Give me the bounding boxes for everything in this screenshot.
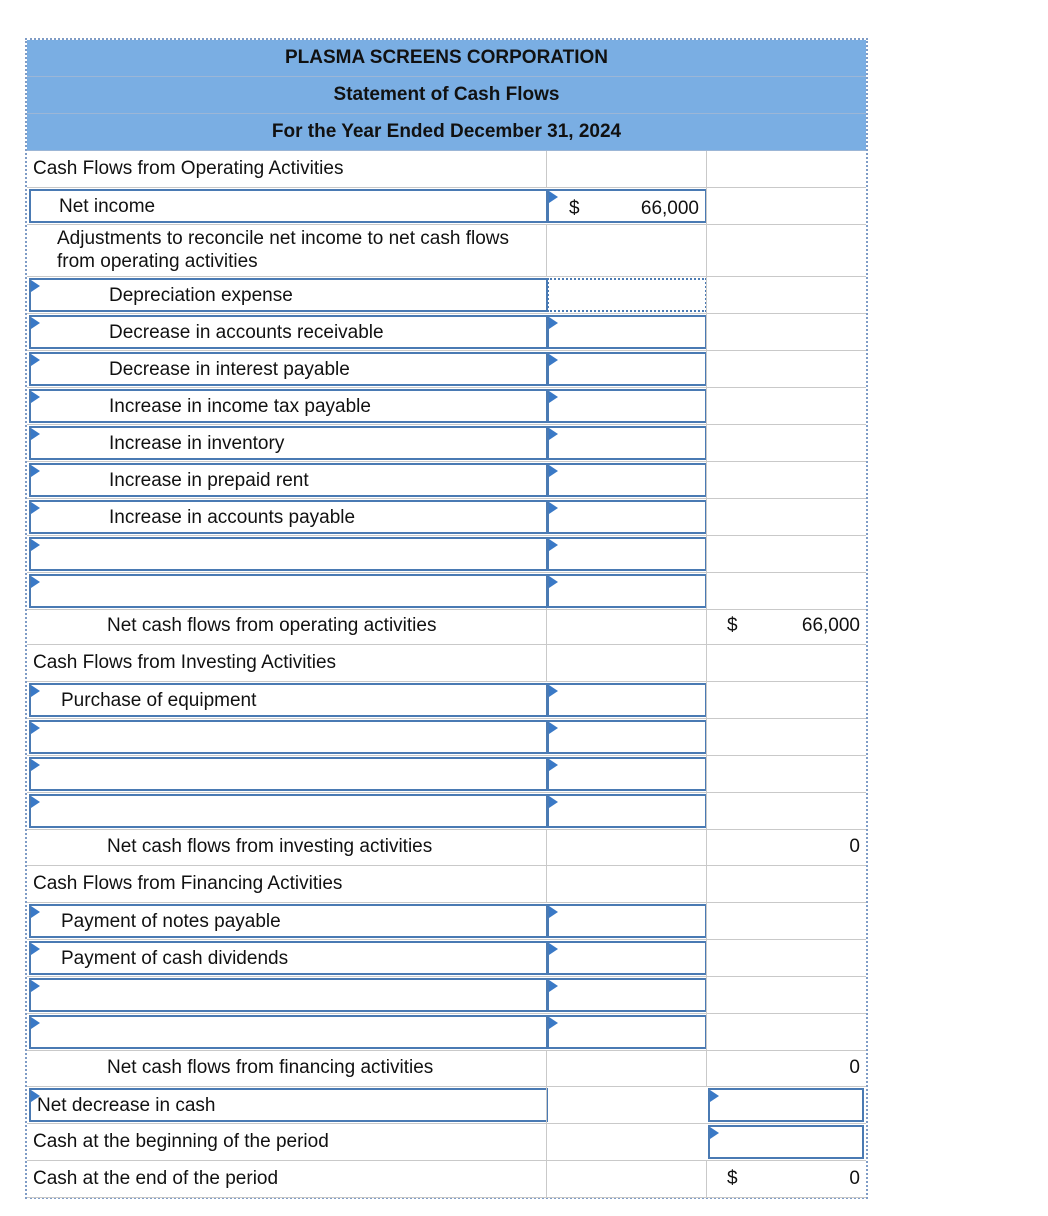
empty-cell [706, 940, 866, 976]
line-item-amount-input[interactable] [547, 757, 707, 791]
beginning-cash-row [27, 1124, 866, 1161]
section-row [27, 151, 866, 188]
line-item-account-select[interactable] [29, 463, 548, 497]
line-item-account-select[interactable] [29, 794, 548, 828]
line-item-row [27, 903, 866, 940]
period-title: For the Year Ended December 31, 2024 [27, 114, 866, 151]
line-item-row [27, 793, 866, 830]
line-item-amount-input[interactable] [547, 500, 707, 534]
net-investing-amount [706, 829, 866, 865]
investing-title: Cash Flows from Investing Activities [33, 652, 337, 673]
empty-cell [706, 866, 866, 902]
line-item-row [27, 573, 866, 610]
dropdown-marker-icon [549, 1017, 558, 1029]
line-item-account-select[interactable] [29, 315, 548, 349]
line-item-account-select[interactable] [29, 352, 548, 386]
line-item-account-select[interactable] [29, 389, 548, 423]
dropdown-marker-icon [549, 539, 558, 551]
currency-symbol: $ [727, 1168, 738, 1189]
line-item-account-select[interactable] [29, 720, 548, 754]
empty-cell [546, 829, 706, 865]
line-item-row [27, 351, 866, 388]
empty-cell [706, 388, 866, 424]
dropdown-marker-icon [710, 1127, 719, 1139]
dropdown-marker-icon [31, 685, 40, 697]
line-item-row [27, 536, 866, 573]
empty-cell [706, 277, 866, 313]
dropdown-marker-icon [549, 685, 558, 697]
currency-symbol: $ [727, 615, 738, 636]
line-item-amount-input[interactable] [547, 463, 707, 497]
line-item-amount-input[interactable] [547, 537, 707, 571]
dropdown-marker-icon [31, 576, 40, 588]
empty-cell [546, 225, 706, 276]
empty-cell [546, 1161, 706, 1197]
net-operating-row [27, 608, 866, 645]
empty-cell [706, 719, 866, 755]
line-item-amount-input[interactable] [547, 352, 707, 386]
net-change-amount-input[interactable] [708, 1088, 864, 1122]
dropdown-marker-icon [549, 428, 558, 440]
net-operating-amount [706, 608, 866, 644]
net-change-label[interactable]: Net decrease in cash [29, 1088, 548, 1122]
empty-cell [706, 188, 866, 224]
empty-cell [546, 1087, 706, 1123]
dropdown-marker-icon [31, 428, 40, 440]
empty-cell [546, 608, 706, 644]
line-item-account-select[interactable] [29, 278, 548, 312]
amount-value: 0 [849, 836, 860, 857]
dropdown-marker-icon [31, 317, 40, 329]
line-item-row [27, 940, 866, 977]
line-item-label: Depreciation expense [109, 285, 293, 306]
dropdown-marker-icon [549, 502, 558, 514]
line-item-label: Increase in accounts payable [109, 507, 356, 528]
empty-cell [706, 977, 866, 1013]
net-income-label: Net income [29, 189, 548, 223]
line-item-row [27, 682, 866, 719]
line-item-label: Payment of cash dividends [61, 948, 289, 969]
line-item-label: Payment of notes payable [61, 911, 281, 932]
line-item-label: Increase in inventory [109, 433, 285, 454]
line-item-row [27, 499, 866, 536]
ending-cash-label: Cash at the end of the period [33, 1168, 279, 1189]
empty-cell [706, 1014, 866, 1050]
net-financing-amount [706, 1050, 866, 1086]
empty-cell [706, 756, 866, 792]
amount-value: 0 [849, 1057, 860, 1078]
dropdown-marker-icon [31, 465, 40, 477]
line-item-account-select[interactable] [29, 537, 548, 571]
adjustments-label: Adjustments to reconcile net income to net cash flows from operating activities [57, 228, 510, 272]
dropdown-marker-icon [549, 943, 558, 955]
dropdown-marker-icon [549, 465, 558, 477]
amount-value: 66,000 [640, 198, 699, 219]
line-item-amount-input[interactable] [547, 278, 707, 312]
line-item-amount-input[interactable] [547, 720, 707, 754]
line-item-amount-input[interactable] [547, 1015, 707, 1049]
net-operating-label: Net cash flows from operating activities [107, 615, 437, 636]
empty-cell [706, 573, 866, 609]
line-item-row [27, 425, 866, 462]
empty-cell [546, 1124, 706, 1160]
amount-value: 66,000 [801, 615, 860, 636]
statement-title: Statement of Cash Flows [27, 77, 866, 114]
empty-cell [706, 151, 866, 187]
empty-cell [706, 499, 866, 535]
line-item-label: Decrease in interest payable [109, 359, 350, 380]
section-row [27, 866, 866, 903]
dropdown-marker-icon [549, 354, 558, 366]
dropdown-marker-icon [31, 759, 40, 771]
line-item-account-select[interactable] [29, 978, 548, 1012]
net-income-amount[interactable] [547, 189, 707, 223]
line-item-amount-input[interactable] [547, 426, 707, 460]
empty-cell [706, 351, 866, 387]
operating-title: Cash Flows from Operating Activities [33, 158, 344, 179]
line-item-row [27, 277, 866, 314]
line-item-row [27, 719, 866, 756]
empty-cell [546, 1050, 706, 1086]
dropdown-marker-icon [549, 391, 558, 403]
line-item-label: Purchase of equipment [61, 690, 257, 711]
empty-cell [706, 462, 866, 498]
line-item-account-select[interactable] [29, 904, 548, 938]
empty-cell [706, 225, 866, 276]
line-item-row [27, 462, 866, 499]
dropdown-marker-icon [549, 980, 558, 992]
line-item-row [27, 1014, 866, 1051]
line-item-account-select[interactable] [29, 574, 548, 608]
line-item-row [27, 756, 866, 793]
company-title: PLASMA SCREENS CORPORATION [27, 40, 866, 77]
dropdown-marker-icon [31, 1090, 40, 1102]
empty-cell [706, 903, 866, 939]
financing-title: Cash Flows from Financing Activities [33, 873, 343, 894]
net-change-row [27, 1087, 866, 1124]
line-item-amount-input[interactable] [547, 941, 707, 975]
net-investing-label: Net cash flows from investing activities [107, 836, 433, 857]
dropdown-marker-icon [549, 191, 558, 203]
line-item-account-select[interactable] [29, 500, 548, 534]
line-item-row [27, 388, 866, 425]
empty-cell [546, 151, 706, 187]
dropdown-marker-icon [31, 280, 40, 292]
line-item-account-select[interactable] [29, 941, 548, 975]
line-item-account-select[interactable] [29, 683, 548, 717]
line-item-row [27, 314, 866, 351]
dropdown-marker-icon [31, 980, 40, 992]
net-income-row [27, 188, 866, 225]
dropdown-marker-icon [31, 391, 40, 403]
ending-cash-row [27, 1161, 866, 1198]
line-item-account-select[interactable] [29, 426, 548, 460]
empty-cell [546, 645, 706, 681]
dropdown-marker-icon [549, 759, 558, 771]
beginning-cash-label: Cash at the beginning of the period [33, 1131, 329, 1152]
empty-cell [706, 793, 866, 829]
line-item-amount-input[interactable] [547, 794, 707, 828]
dropdown-marker-icon [31, 539, 40, 551]
empty-cell [706, 536, 866, 572]
dropdown-marker-icon [549, 906, 558, 918]
line-item-account-select[interactable] [29, 757, 548, 791]
line-item-label: Increase in income tax payable [109, 396, 371, 417]
line-item-amount-input[interactable] [547, 315, 707, 349]
line-item-amount-input[interactable] [547, 389, 707, 423]
dropdown-marker-icon [31, 354, 40, 366]
amount-value: 0 [849, 1168, 860, 1189]
dropdown-marker-icon [31, 722, 40, 734]
net-financing-row [27, 1050, 866, 1087]
net-investing-row [27, 829, 866, 866]
dropdown-marker-icon [549, 317, 558, 329]
currency-symbol: $ [569, 198, 580, 219]
dropdown-marker-icon [31, 796, 40, 808]
line-item-amount-input[interactable] [547, 574, 707, 608]
dropdown-marker-icon [710, 1090, 719, 1102]
line-item-amount-input[interactable] [547, 978, 707, 1012]
empty-cell [706, 645, 866, 681]
dropdown-marker-icon [549, 722, 558, 734]
section-row [27, 645, 866, 682]
adjustments-row [27, 225, 866, 277]
dropdown-marker-icon [31, 943, 40, 955]
line-item-label: Decrease in accounts receivable [109, 322, 384, 343]
beginning-cash-amount-input[interactable] [708, 1125, 864, 1159]
line-item-amount-input[interactable] [547, 683, 707, 717]
dropdown-marker-icon [31, 1017, 40, 1029]
net-financing-label: Net cash flows from financing activities [107, 1057, 434, 1078]
line-item-label: Increase in prepaid rent [109, 470, 309, 491]
empty-cell [706, 682, 866, 718]
empty-cell [706, 425, 866, 461]
dropdown-marker-icon [31, 906, 40, 918]
line-item-amount-input[interactable] [547, 904, 707, 938]
dropdown-marker-icon [549, 576, 558, 588]
line-item-row [27, 977, 866, 1014]
line-item-account-select[interactable] [29, 1015, 548, 1049]
empty-cell [546, 866, 706, 902]
ending-cash-amount [706, 1161, 866, 1197]
empty-cell [706, 314, 866, 350]
dropdown-marker-icon [549, 796, 558, 808]
dropdown-marker-icon [31, 502, 40, 514]
